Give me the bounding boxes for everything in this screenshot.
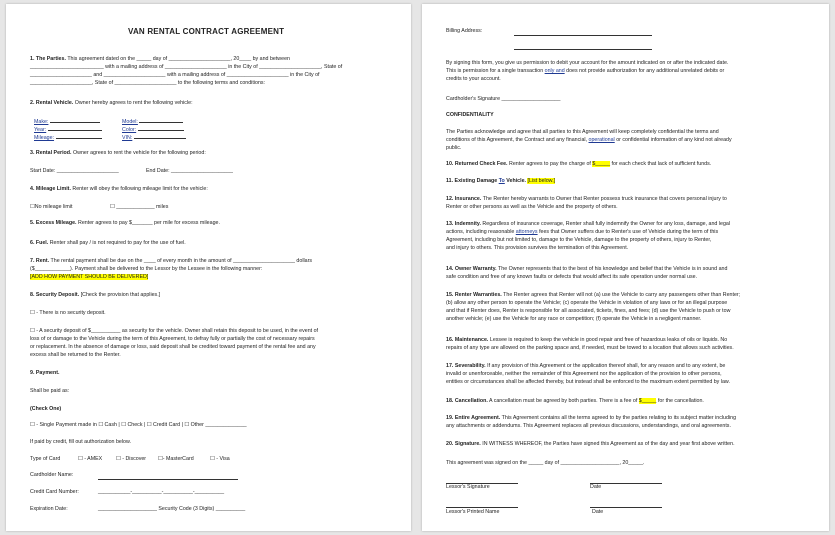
deposit-line-2: loss of or damage to the Vehicle during the term of this Agreement, to defray fully or partially the cost of necessary repairs bbox=[30, 336, 315, 342]
card-type-label: Type of Card bbox=[30, 456, 61, 462]
contract-page-2 bbox=[422, 4, 829, 531]
confidentiality-line-1: The Parties acknowledge and agree that all parties to this Agreement will keep completely confidential the terms and bbox=[446, 129, 719, 135]
existing-damage-clause: 11. Existing Damage To Vehicle. [List below.] bbox=[446, 178, 556, 184]
model-field[interactable]: Model: bbox=[122, 117, 183, 126]
fuel-clause: 6. Fuel. Renter shall pay / is not required to pay for the use of fuel. bbox=[30, 240, 186, 246]
no-mileage-limit-checkbox[interactable]: ☐No mileage limit bbox=[30, 204, 73, 210]
indemnity-line-4: and injury to others. This provision survives the termination of this Agreement. bbox=[446, 245, 629, 251]
rent-line-1: 7. Rent. The rental payment shall be due on the ____ of every month in the amount of _____________________ dollars bbox=[30, 258, 313, 264]
card-number-input[interactable]: ___________-__________-__________-__________ bbox=[98, 489, 225, 495]
parties-line-3: _____________________ and _____________________ with a mailing address of _____________________ in the City of bbox=[30, 72, 320, 78]
contract-page-1 bbox=[6, 4, 411, 531]
owner-warranty-line-2: safe condition and free of any known faults or defects that would affect its safe operation under normal use. bbox=[446, 274, 698, 280]
confidentiality-line-2: conditions of this Agreement, the Contract and any financial, operational or confidential information of any kind not already bbox=[446, 137, 732, 143]
insurance-line-1: 12. Insurance. The Renter hereby warrants to Owner that Renter possess truck insurance that covers personal injury to bbox=[446, 196, 727, 202]
billing-address-input-1[interactable] bbox=[514, 30, 652, 36]
excess-mileage-clause: 5. Excess Mileage. Renter agrees to pay $_______ per mile for excess mileage. bbox=[30, 220, 220, 226]
authorization-line-3: credits to your account. bbox=[446, 76, 501, 82]
mileage-limit-clause: 4. Mileage Limit. Renter will obey the following mileage limit for the vehicle: bbox=[30, 186, 208, 192]
rental-vehicle-clause: 2. Rental Vehicle. Owner hereby agrees to rent the following vehicle: bbox=[30, 100, 193, 106]
signature-clause: 20. Signature. IN WITNESS WHEREOF, the Parties have signed this Agreement as of the day and year first above written. bbox=[446, 441, 735, 447]
document-title: VAN RENTAL CONTRACT AGREEMENT bbox=[128, 27, 285, 36]
cardholder-signature-field[interactable]: Cardholder's Signature ____________________ bbox=[446, 96, 561, 102]
parties-line-4: _____________________, State of _____________________ to the following terms and conditions: bbox=[30, 80, 266, 86]
credit-authorization-note: If paid by credit, fill out authorization below. bbox=[30, 439, 131, 445]
signed-on-line[interactable]: This agreement was signed on the _____ day of ____________________, 20_____. bbox=[446, 460, 645, 466]
mileage-field[interactable]: Mileage: bbox=[34, 133, 102, 142]
severability-line-2: invalid or unenforceable, neither the remainder of this Agreement nor the application of the provision to other persons, bbox=[446, 371, 722, 377]
renter-warranties-line-1: 15. Renter Warranties. The Renter agrees that Renter will not (a) use the Vehicle to carry any passengers other than Renter; bbox=[446, 292, 741, 298]
deposit-checkbox-line-1[interactable]: ☐ - A security deposit of $__________ as security for the vehicle. Owner shall retain this deposit to be used, in the event of bbox=[30, 328, 319, 334]
vin-field[interactable]: VIN: bbox=[122, 133, 186, 142]
date-label-1: Date bbox=[590, 484, 602, 490]
rent-line-2: ($____________). Payment shall be delivered to the Lessor by the Lessee in the following manner: bbox=[30, 266, 263, 272]
mileage-limit-checkbox[interactable]: ☐ _____________ miles bbox=[110, 204, 169, 210]
renter-warranties-line-3: and that if Renter does, Renter is responsible for all associated, tickets, fines, and fees; (d) use the Vehicle to push or tow bbox=[446, 308, 731, 314]
date-input-2[interactable] bbox=[590, 502, 662, 508]
single-payment-options[interactable]: ☐ - Single Payment made in ☐ Cash | ☐ Check | ☐ Credit Card | ☐ Other ______________ bbox=[30, 422, 247, 428]
entire-agreement-line-1: 19. Entire Agreement. This Agreement contains all the terms agreed to by the parties relating to its subject matter including bbox=[446, 415, 737, 421]
indemnity-line-3: Agreement, including but not limited to, damage to the Vehicle, damage to the property of others, injury to Renter, bbox=[446, 237, 712, 243]
rental-period-clause: 3. Rental Period. Owner agrees to rent the vehicle for the following period: bbox=[30, 150, 206, 156]
cardholder-name-label: Cardholder Name: bbox=[30, 472, 74, 478]
discover-checkbox[interactable]: ☐ - Discover bbox=[116, 456, 147, 462]
lessor-name-input[interactable] bbox=[446, 502, 518, 508]
date-label-2: Date bbox=[592, 509, 604, 515]
card-number-label: Credit Card Number: bbox=[30, 489, 79, 495]
renter-warranties-line-2: (b) allow any other person to operate the Vehicle; (c) operate the Vehicle in violation of any laws or for an illegal purpose bbox=[446, 300, 728, 306]
returned-check-clause: 10. Returned Check Fee. Renter agrees to pay the charge of $_____ for each check that lack of sufficient funds. bbox=[446, 161, 712, 167]
indemnity-line-2: actions, including reasonable attorneys fees that Owner suffers due to Renter's use of Vehicle during the term of this bbox=[446, 229, 719, 235]
end-date-field[interactable]: End Date: _____________________ bbox=[146, 168, 233, 174]
year-field[interactable]: Year: bbox=[34, 125, 102, 134]
billing-address-input-2[interactable] bbox=[514, 44, 652, 50]
deposit-line-4: excess shall be returned to the Renter. bbox=[30, 352, 121, 358]
visa-checkbox[interactable]: ☐ - Visa bbox=[210, 456, 230, 462]
cardholder-name-input[interactable] bbox=[98, 474, 238, 480]
insurance-line-2: Renter or other persons as well as the Vehicle and the property of others. bbox=[446, 204, 618, 210]
rent-delivery-placeholder: [ADD HOW PAYMENT SHOULD BE DELIVERED] bbox=[30, 274, 149, 280]
severability-line-1: 17. Severability. If any provision of this Agreement or the application thereof shall, for any reason and to any extent, be bbox=[446, 363, 726, 369]
indemnity-line-1: 13. Indemnity. Regardless of insurance coverage, Renter shall fully indemnify the Owner for any loss, damage, and legal bbox=[446, 221, 731, 227]
parties-line-1: 1. The Parties. This agreement dated on the _____ day of _____________________, 20____ by and between bbox=[30, 56, 290, 62]
expiration-security-input[interactable]: ____________________ Security Code (3 Digits) __________ bbox=[98, 506, 246, 512]
start-date-field[interactable]: Start Date: _____________________ bbox=[30, 168, 119, 174]
parties-line-2: _________________________ with a mailing address of _____________________ in the City of _____________________, State of bbox=[30, 64, 343, 70]
maintenance-line-2: repairs of any type are allowed on the parking space and, if needed, must be towed to a location that allows such activities. bbox=[446, 345, 734, 351]
confidentiality-line-3: public. bbox=[446, 145, 462, 151]
billing-address-label: Billing Address: bbox=[446, 28, 483, 34]
owner-warranty-line-1: 14. Owner Warranty. The Owner represents that to the best of his knowledge and belief that the Vehicle is in sound and bbox=[446, 266, 728, 272]
no-deposit-checkbox[interactable]: ☐ - There is no security deposit. bbox=[30, 310, 106, 316]
color-field[interactable]: Color: bbox=[122, 125, 184, 134]
authorization-line-1: By signing this form, you give us permission to debit your account for the amount indicated on or after the indicated date. bbox=[446, 60, 729, 66]
paid-as-label: Shall be paid as: bbox=[30, 388, 70, 394]
mastercard-checkbox[interactable]: ☐- MasterCard bbox=[158, 456, 194, 462]
authorization-line-2: This is permission for a single transaction only and does not provide authorization for any additional unrelated debits or bbox=[446, 68, 725, 74]
maintenance-line-1: 16. Maintenance. Lessee is required to keep the vehicle in good repair and free of hazardous leaks of oils or liquids. No bbox=[446, 337, 728, 343]
lessor-printed-name-label: Lessor's Printed Name bbox=[446, 509, 500, 515]
make-field[interactable]: Make: bbox=[34, 117, 100, 126]
expiration-date-label: Expiration Date: bbox=[30, 506, 68, 512]
severability-line-3: entities or circumstances shall be affected thereby, but instead shall be enforced to the maximum extent permitted by law. bbox=[446, 379, 730, 385]
cancellation-clause: 18. Cancellation. A cancellation must be agreed by both parties. There is a fee of $_____ for the cancellation. bbox=[446, 398, 704, 404]
entire-agreement-line-2: any attachments or addendums. This Agreement replaces all previous discussions, understandings, and oral agreements. bbox=[446, 423, 731, 429]
amex-checkbox[interactable]: ☐ - AMEX bbox=[78, 456, 103, 462]
payment-heading: 9. Payment. bbox=[30, 370, 60, 376]
security-deposit-clause: 8. Security Deposit. [Check the provision that applies.] bbox=[30, 292, 161, 298]
check-one-label: (Check One) bbox=[30, 406, 62, 412]
lessor-signature-label: Lessor's Signature bbox=[446, 484, 490, 490]
deposit-line-3: or replacement. In the absence of damage or loss, said deposit shall be credited toward payment of the rental fee and any bbox=[30, 344, 316, 350]
confidentiality-heading: CONFIDENTIALITY bbox=[446, 112, 494, 118]
renter-warranties-line-4: another vehicle; (e) use the Vehicle for any race or competition; (f) operate the Vehicle in a negligent manner. bbox=[446, 316, 702, 322]
